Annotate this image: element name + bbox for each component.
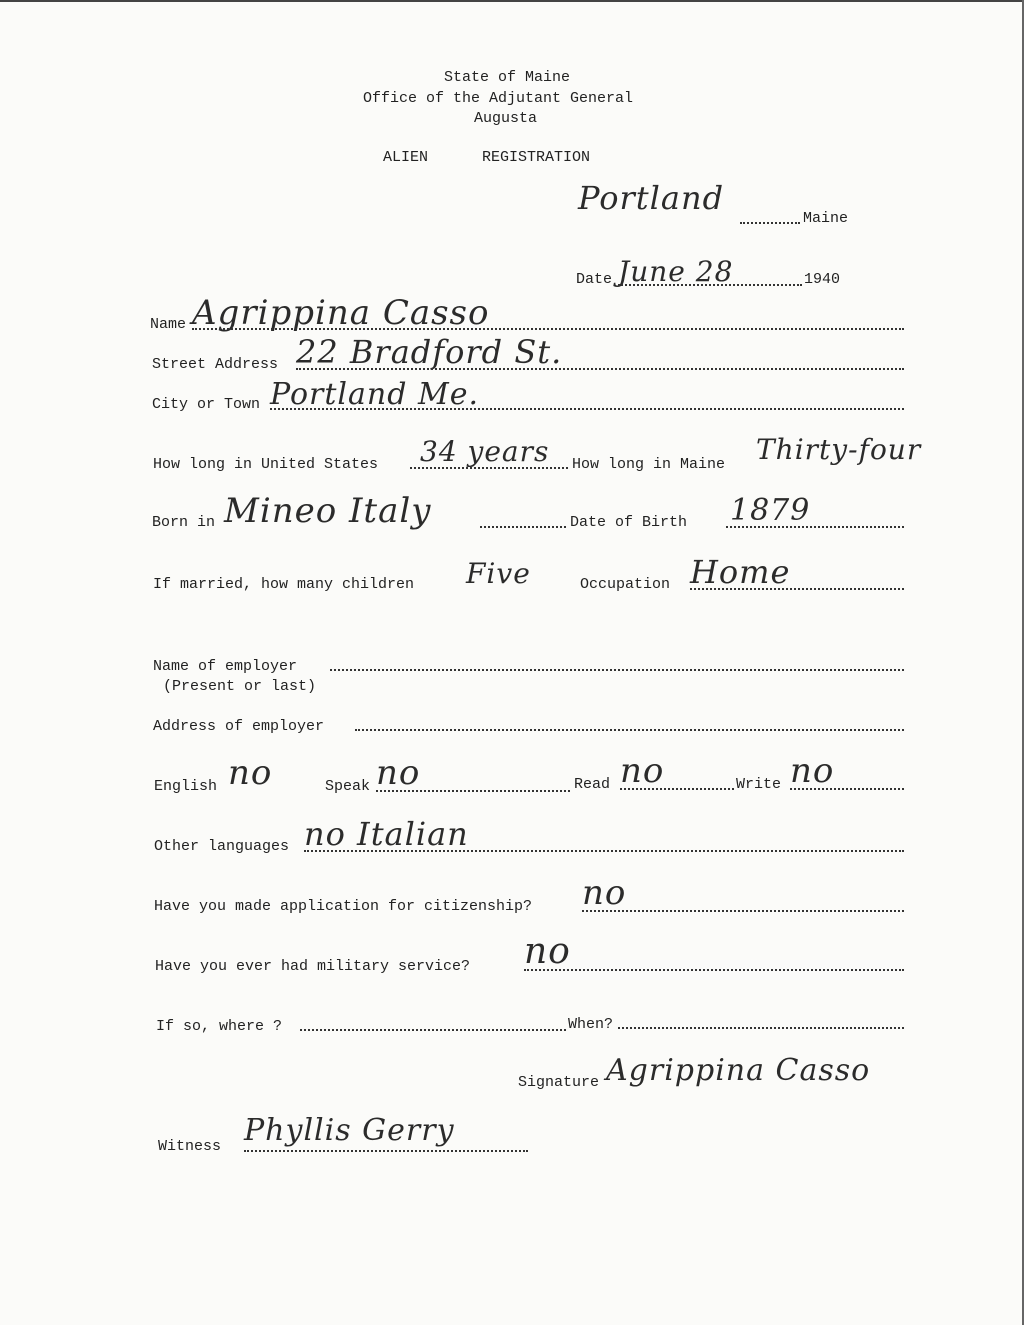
city-value: Portland Me. — [270, 377, 479, 412]
header-state: State of Maine — [444, 69, 571, 86]
date-value: June 28 — [618, 255, 734, 288]
english-value: no — [228, 753, 273, 793]
place-suffix: Maine — [803, 210, 849, 227]
born-value: Mineo Italy — [224, 491, 432, 531]
write-value: no — [790, 751, 835, 791]
street-label: Street Address — [152, 356, 279, 373]
children-value: Five — [466, 557, 531, 590]
street-value: 22 Bradford St. — [296, 333, 563, 371]
street-dots — [296, 368, 904, 370]
other-languages-label: Other languages — [154, 838, 290, 855]
born-label: Born in — [152, 514, 216, 531]
place-dots — [740, 222, 800, 224]
employer-dots — [330, 669, 904, 671]
form-title-alien: ALIEN — [383, 149, 429, 166]
dob-dots — [726, 526, 904, 528]
speak-value: no — [376, 753, 421, 793]
read-dots — [620, 788, 734, 790]
military-label: Have you ever had military service? — [155, 958, 471, 975]
name-label: Name — [150, 316, 187, 333]
maine-long-value: Thirty-four — [756, 433, 922, 466]
write-dots — [790, 788, 904, 790]
city-label: City or Town — [152, 396, 261, 413]
read-label: Read — [574, 776, 611, 793]
military-value: no — [524, 931, 571, 972]
occupation-label: Occupation — [580, 576, 671, 593]
where-label: If so, where ? — [156, 1018, 283, 1035]
military-dots — [524, 969, 904, 971]
date-label: Date — [576, 271, 613, 288]
when-label: When? — [568, 1016, 614, 1033]
us-long-dots — [410, 467, 568, 469]
witness-dots — [244, 1150, 528, 1152]
speak-dots — [376, 790, 570, 792]
born-dots — [480, 526, 566, 528]
city-dots — [270, 408, 904, 410]
dob-label: Date of Birth — [570, 514, 688, 531]
employer-address-label: Address of employer — [153, 718, 325, 735]
other-languages-value: no Italian — [304, 815, 469, 853]
signature-value: Agrippina Casso — [606, 1053, 871, 1088]
form-title-registration: REGISTRATION — [482, 149, 591, 166]
us-long-value: 34 years — [420, 435, 550, 468]
scan-edge-top — [0, 0, 1024, 2]
write-label: Write — [736, 776, 782, 793]
place-value: Portland — [578, 179, 725, 217]
signature-label: Signature — [518, 1074, 600, 1091]
witness-value: Phyllis Gerry — [244, 1113, 455, 1148]
employer-sublabel: (Present or last) — [163, 678, 317, 695]
citizenship-value: no — [582, 873, 627, 913]
employer-label: Name of employer — [153, 658, 298, 675]
other-languages-dots — [304, 850, 904, 852]
speak-label: Speak — [325, 778, 371, 795]
maine-long-label: How long in Maine — [572, 456, 726, 473]
english-label: English — [154, 778, 218, 795]
date-year: 1940 — [804, 271, 841, 288]
header-office: Office of the Adjutant General — [363, 90, 634, 107]
us-long-label: How long in United States — [153, 456, 379, 473]
employer-address-dots — [355, 729, 904, 731]
citizenship-dots — [582, 910, 904, 912]
dob-value: 1879 — [730, 493, 811, 528]
name-dots — [192, 328, 904, 330]
header-city: Augusta — [474, 110, 538, 127]
where-dots — [300, 1029, 566, 1031]
occupation-value: Home — [690, 553, 791, 591]
date-dots — [618, 284, 802, 286]
when-dots — [618, 1027, 904, 1029]
citizenship-label: Have you made application for citizenship? — [154, 898, 533, 915]
children-label: If married, how many children — [153, 576, 415, 593]
name-value: Agrippina Casso — [192, 293, 490, 333]
read-value: no — [620, 751, 665, 791]
witness-label: Witness — [158, 1138, 222, 1155]
occupation-dots — [690, 588, 904, 590]
